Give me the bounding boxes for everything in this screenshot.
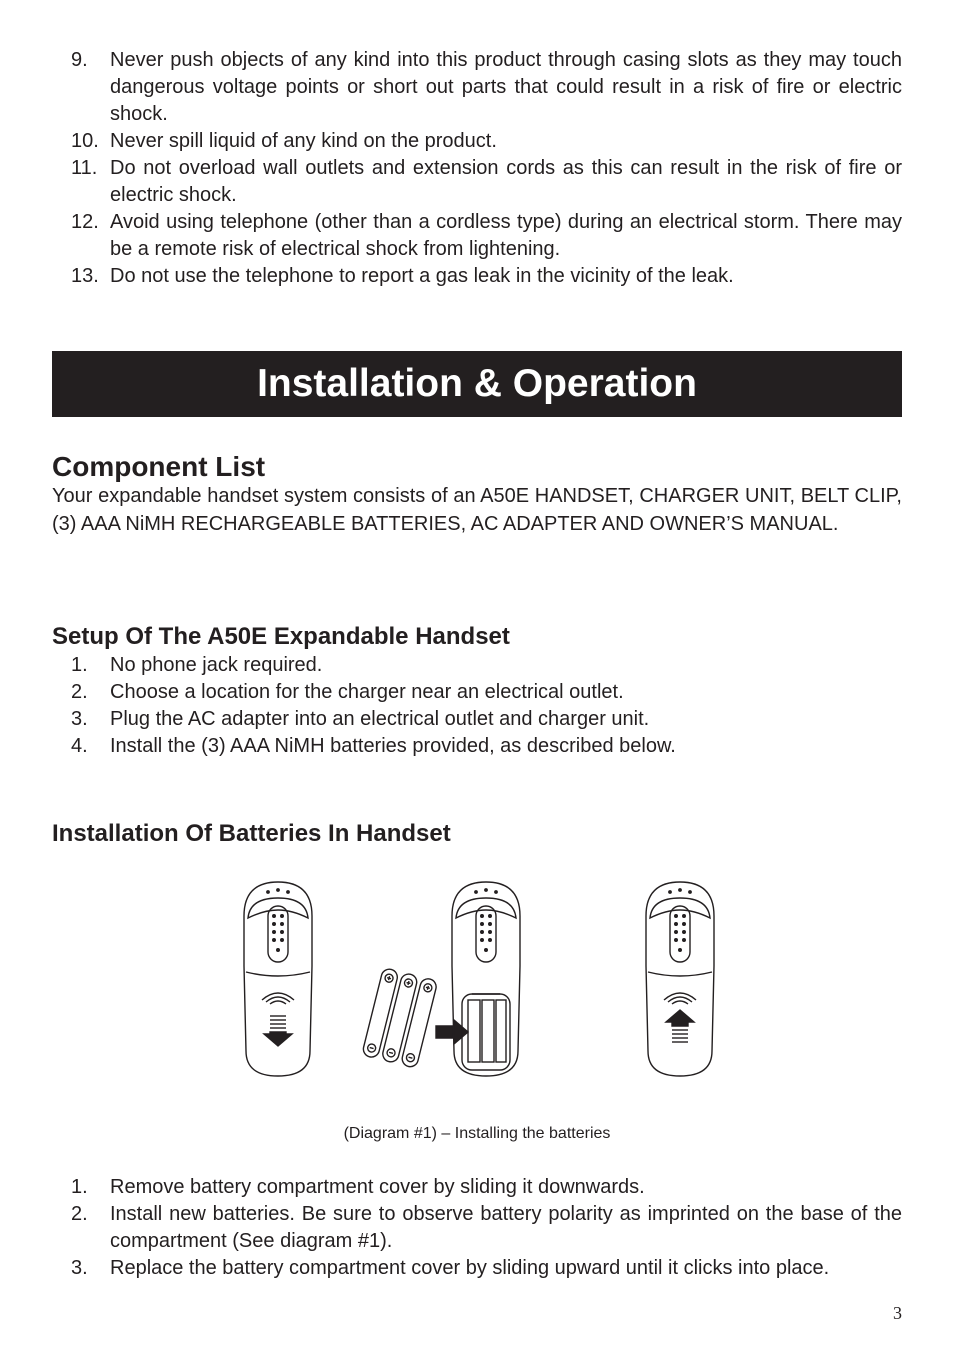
item-text: No phone jack required. [110, 654, 323, 676]
item-text: Avoid using telephone (other than a cordless type) during an electrical storm. There may be a remote risk of electrical shock from lightening. [110, 211, 902, 260]
batteries-list [52, 1174, 902, 1282]
item-text: Never spill liquid of any kind on the product. [110, 130, 497, 152]
list-item [52, 733, 902, 760]
setup-list [52, 652, 902, 760]
list-item [52, 679, 902, 706]
item-number: 12. [71, 211, 99, 233]
component-list-text: Your expandable handset system consists of an A50E HANDSET, CHARGER UNIT, BELT CLIP, (3) AAA NiMH RECHARGEABLE BATTERIES, AC ADAPTER AND OWNER’S MANUAL. [52, 485, 902, 535]
item-number: 10. [71, 130, 99, 152]
item-text: Replace the battery compartment cover by sliding upward until it clicks into place. [110, 1257, 830, 1279]
list-item [52, 706, 902, 733]
batteries-heading: Installation Of Batteries In Handset [52, 820, 451, 847]
item-number: 1. [71, 1176, 88, 1198]
list-item [52, 652, 902, 679]
section-banner: Installation & Operation [52, 351, 902, 417]
list-item [52, 209, 902, 263]
list-item [52, 155, 902, 209]
handset-cover-up-illustration [646, 882, 714, 1076]
battery-diagram [232, 876, 722, 1086]
page-number: 3 [893, 1303, 902, 1323]
item-number: 2. [71, 681, 88, 703]
list-item [52, 1201, 902, 1255]
safety-list [52, 47, 902, 290]
item-text: Plug the AC adapter into an electrical outlet and charger unit. [110, 708, 650, 730]
list-item [52, 1255, 902, 1282]
list-item [52, 263, 902, 290]
list-item [52, 1174, 902, 1201]
item-number: 11. [71, 157, 98, 179]
item-text: Never push objects of any kind into this product through casing slots as they may touch dangerous voltage points or short out parts that could result in a risk of fire or electric shock. [110, 49, 902, 125]
item-text: Install the (3) AAA NiMH batteries provided, as described below. [110, 735, 676, 757]
handset-open-compartment-illustration [452, 882, 520, 1076]
item-number: 3. [71, 1257, 88, 1279]
item-text: Install new batteries. Be sure to observe battery polarity as imprinted on the base of the compartment (See diagram #1). [110, 1203, 902, 1252]
item-number: 3. [71, 708, 88, 730]
setup-heading: Setup Of The A50E Expandable Handset [52, 623, 510, 650]
component-list-heading: Component List [52, 451, 266, 482]
item-number: 4. [71, 735, 88, 757]
item-number: 9. [71, 49, 88, 71]
item-text: Remove battery compartment cover by sliding it downwards. [110, 1176, 645, 1198]
item-number: 13. [71, 265, 99, 287]
item-text: Do not overload wall outlets and extension cords as this can result in the risk of fire or electric shock. [110, 157, 902, 206]
diagram-caption: (Diagram #1) – Installing the batteries [343, 1125, 611, 1142]
handset-cover-down-illustration [244, 882, 312, 1076]
item-text: Choose a location for the charger near an electrical outlet. [110, 681, 624, 703]
list-item [52, 128, 902, 155]
item-text: Do not use the telephone to report a gas leak in the vicinity of the leak. [110, 265, 734, 287]
item-number: 2. [71, 1203, 88, 1225]
item-number: 1. [71, 654, 88, 676]
list-item [52, 47, 902, 128]
